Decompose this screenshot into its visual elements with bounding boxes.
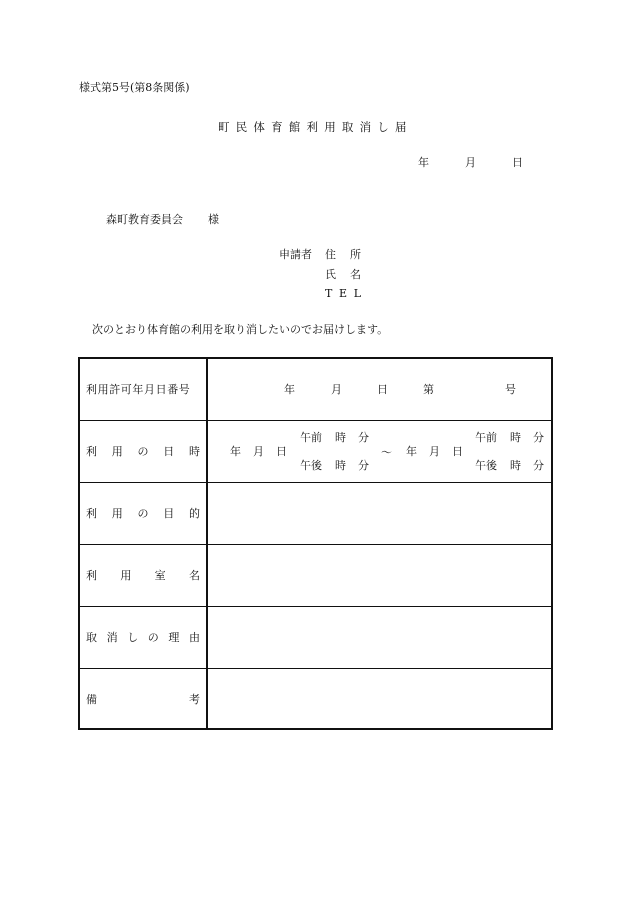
label-char: 利 [86,445,97,458]
end-am: 午前 [475,431,497,444]
label-char: 日 [163,445,175,458]
label-char: 消 [106,631,118,644]
end-pm-minute: 分 [533,459,544,472]
row-label-usage-purpose [86,507,200,521]
permit-dai: 第 [423,383,434,396]
row-usage-purpose [80,483,551,545]
row-room-name [80,545,551,607]
date-day-label: 日 [512,156,523,169]
start-year: 年 [230,445,241,458]
start-day: 日 [276,445,287,458]
recipient-honorific: 様 [208,213,219,226]
row-cancellation-reason [80,607,551,669]
permit-go: 号 [505,383,516,396]
label-char: 用 [111,445,123,458]
form-number: 様式第5号(第8条関係) [79,81,190,94]
row-label-permit-number [86,383,200,397]
recipient [106,213,219,227]
label-char: 所 [350,248,361,261]
start-am: 午前 [300,431,322,444]
label-char: 由 [188,631,200,644]
label-char: E [339,287,348,300]
row-remarks [80,669,551,728]
applicant-address-label [325,248,361,262]
label-char: の [147,631,159,644]
date-year-label: 年 [418,156,429,169]
label-char: 名 [350,268,361,281]
row-label-room-name [86,569,200,583]
end-month: 月 [429,445,440,458]
end-am-hour: 時 [510,431,521,444]
row-label-cancellation-reason [86,631,200,645]
start-pm-minute: 分 [358,459,369,472]
label-char: 取 [86,631,97,644]
end-pm: 午後 [475,459,497,472]
label-char: 用 [120,569,132,582]
row-label-remarks [86,693,200,707]
label-char: 理 [168,631,180,644]
label-char: 考 [189,693,200,706]
label-char: L [353,287,361,300]
label-char: の [137,445,149,458]
date-month-label: 月 [465,156,476,169]
label-char: 利 [86,569,97,582]
label-char: 名 [188,569,200,582]
end-day: 日 [452,445,463,458]
label-char: 目 [163,507,175,520]
range-tilde: ～ [381,446,392,459]
label-char: 用 [111,507,123,520]
label-text: 利用許可年月日番号 [86,383,191,396]
label-char: 備 [86,693,97,706]
label-char: し [127,631,139,644]
label-char: の [137,507,149,520]
end-am-minute: 分 [533,431,544,444]
label-char: 住 [325,248,336,261]
cancellation-form-table [78,357,553,730]
label-char: 氏 [325,268,336,281]
permit-year: 年 [284,383,295,396]
row-usage-datetime [80,421,551,483]
intro-text: 次のとおり体育館の利用を取り消したいのでお届けします。 [92,323,389,336]
label-char: T [325,287,333,300]
label-char: 利 [86,507,97,520]
end-year: 年 [406,445,417,458]
applicant-label: 申請者 [279,248,312,261]
row-permit-number [80,359,551,421]
row-label-usage-datetime [86,445,200,459]
label-char: 時 [189,445,200,458]
start-pm: 午後 [300,459,322,472]
recipient-name: 森町教育委員会 [106,213,183,226]
applicant-name-label [325,268,361,282]
start-month: 月 [253,445,264,458]
label-char: 的 [189,507,200,520]
permit-month: 月 [331,383,342,396]
end-pm-hour: 時 [510,459,521,472]
label-char: 室 [154,569,166,582]
permit-day: 日 [377,383,388,396]
document-title: 町民体育館利用取消し届 [218,120,413,134]
start-am-hour: 時 [335,431,346,444]
applicant-tel-label [325,287,361,301]
start-pm-hour: 時 [335,459,346,472]
start-am-minute: 分 [358,431,369,444]
